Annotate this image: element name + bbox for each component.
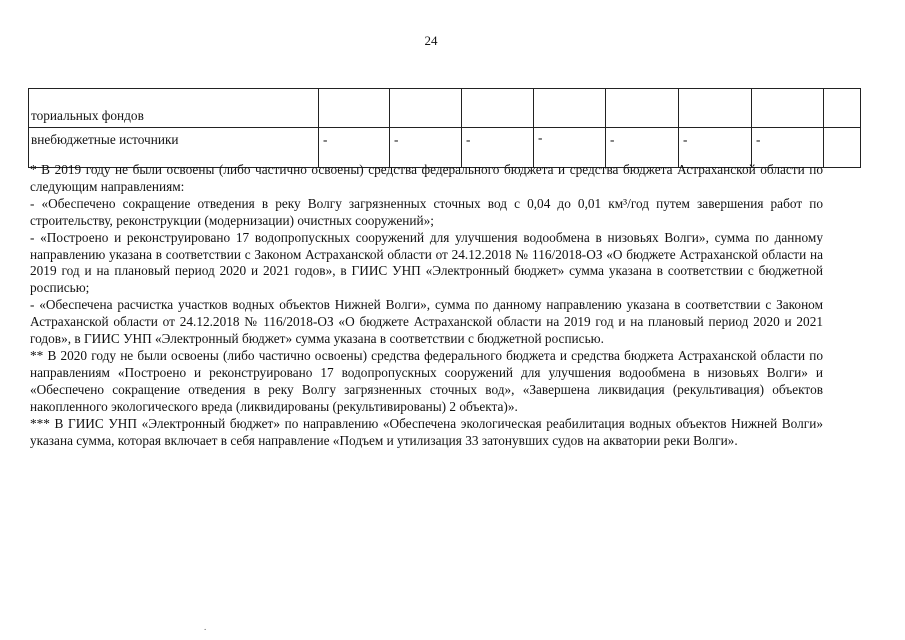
table-cell [824,89,861,128]
budget-table [28,88,861,168]
table-cell: - [606,128,679,168]
table-cell: - [679,128,752,168]
table-cell [534,89,606,128]
table-cell [679,89,752,128]
footnote-item-wastewater: - «Обеспечено сокращение отведения в реку Волгу загрязненных сточных вод с 0,04 до 0,01 км³/год путем завершения работ по строительству, реконструкции (модернизации) очистных сооружений»; [30,195,823,228]
footnote-item-clearing: - «Обеспечена расчистка участков водных объектов Нижней Волги», сумма по данному направлению указана в соответствии с Законом Астраханской области от 24.12.2018 № 116/2018-ОЗ «О бюджете Астраханской области на 2019 год и на плановый период 2020 и 2021 годов», в ГИИС УНП «Электронный бюджет» сумма указана в соответствии с бюджетной росписью. [30,297,823,347]
table-cell: - [752,128,824,168]
table-cell: - [319,128,390,168]
table-cell: - [390,128,462,168]
table-cell: - [534,128,606,168]
footnote-item-culverts: - «Построено и реконструировано 17 водопропускных сооружений для улучшения водообмена в низовьях Волги», сумма по данному направлению указана в соответствии с Законом Астраханской области от 24.12.2018 № 116/2018-ОЗ «О бюджете Астраханской области на 2019 год и на плановый период 2020 и 2021 годов», в ГИИС УНП «Электронный бюджет» сумма указана в соответствии с бюджетной росписью; [30,229,823,296]
footnote-2020: ** В 2020 году не были освоены (либо частично освоены) средства федерального бюджета и средства бюджета Астраханской области по направлениям «Построено и реконструировано 17 водопропускных сооружений для улучшения водообмена в низовьях Волги» и «Обеспечено сокращение отведения в реку Волгу загрязненных сточных вод», «Завершена ликвидация (рекультивация) объектов накопленного экологического вреда (ликвидированы (рекультивированы) 2 объекта)». [30,347,823,414]
table-cell [752,89,824,128]
table-cell [319,89,390,128]
table-cell [390,89,462,128]
table-row [29,89,861,128]
table-cell [606,89,679,128]
footnote-giis-unp: *** В ГИИС УНП «Электронный бюджет» по направлению «Обеспечена экологическая реабилитация водных объектов Нижней Волги» указана сумма, которая включает в себя направление «Подъем и утилизация 33 затонувших судов на акватории реки Волги». [30,415,823,448]
table-cell [824,128,861,168]
row-label: ториальных фондов [29,89,319,128]
table-cell: - [462,128,534,168]
footnote-2019-intro: * В 2019 году не были освоены (либо частично освоены) средства федерального бюджета и средства бюджета Астраханской области по следующим направлениям: [30,162,823,194]
row-label: внебюджетные источники [29,128,319,168]
page-number: 24 [424,33,438,48]
footnotes [30,162,823,449]
scan-mark: . [204,622,207,632]
table-cell [462,89,534,128]
